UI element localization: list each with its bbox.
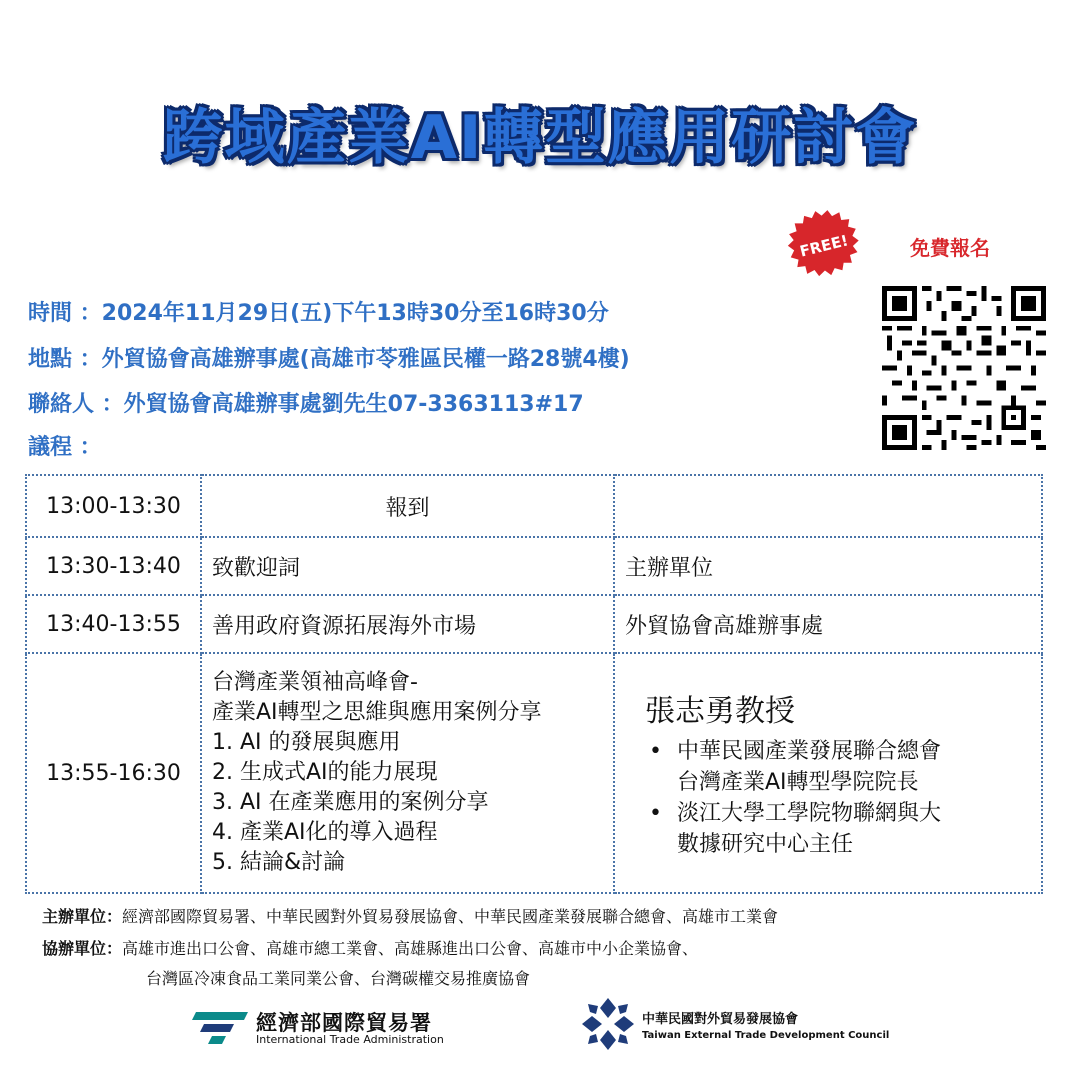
contact-label: 聯絡人 ： xyxy=(28,392,124,417)
co-organizers-line2: 台灣區冷凍食品工業同業公會、台灣碳權交易推廣協會 xyxy=(146,969,531,988)
row-topic: 報到 xyxy=(201,475,614,537)
host-value: 經濟部國際貿易署、中華民國對外貿易發展協會、中華民國產業發展聯合總會、高雄市工業會 xyxy=(122,907,779,926)
taitra-logo-en: Taiwan External Trade Development Council xyxy=(642,1030,890,1041)
ita-logo-zh: 經濟部國際貿易署 xyxy=(256,1011,432,1035)
table-row xyxy=(26,595,1042,653)
event-place xyxy=(28,342,630,373)
row-speaker: 外貿協會高雄辦事處 xyxy=(614,595,1042,653)
row-time: 13:00-13:30 xyxy=(26,475,201,537)
taitra-logo-icon xyxy=(582,998,634,1050)
place-value: 外貿協會高雄辦事處(高雄市苓雅區民權一路28號4樓) xyxy=(101,347,630,372)
speaker-titles xyxy=(625,736,1031,860)
session-topic-line: 2. 生成式AI的能力展現 xyxy=(212,760,438,785)
table-row xyxy=(26,653,1042,893)
row-time: 13:40-13:55 xyxy=(26,595,201,653)
speaker-title-item: • 淡江大學工學院物聯網與大 數據研究中心主任 xyxy=(625,798,1031,860)
row-topic xyxy=(201,653,614,893)
session-topic-line: 5. 結論&討論 xyxy=(212,850,346,875)
row-time: 13:55-16:30 xyxy=(26,653,201,893)
place-label: 地點 ： xyxy=(28,347,102,372)
contact-value: 外貿協會高雄辦事處劉先生07-3363113#17 xyxy=(123,392,584,417)
session-topic-line: 3. AI 在產業應用的案例分享 xyxy=(212,790,489,815)
time-label: 時間 ： xyxy=(28,301,102,326)
session-topic-line: 台灣產業領袖高峰會- xyxy=(212,670,418,695)
taitra-logo-zh: 中華民國對外貿易發展協會 xyxy=(642,1012,799,1027)
free-signup-label: 免費報名 xyxy=(910,236,990,260)
event-contact xyxy=(28,387,584,418)
speaker-name: 張志勇教授 xyxy=(645,694,795,729)
row-speaker: 主辦單位 xyxy=(614,537,1042,595)
agenda-heading: 議程 ： xyxy=(28,435,102,460)
row-topic: 善用政府資源拓展海外市場 xyxy=(201,595,614,653)
session-topic-line: 4. 產業AI化的導入過程 xyxy=(212,820,438,845)
ita-logo-en: International Trade Administration xyxy=(256,1033,444,1046)
co-organizers xyxy=(42,936,698,959)
agenda-table xyxy=(25,474,1043,894)
host-label: 主辦單位： xyxy=(42,907,123,926)
row-speaker xyxy=(614,475,1042,537)
co-value-line1: 高雄市進出口公會、高雄市總工業會、高雄縣進出口公會、高雄市中小企業協會、 xyxy=(122,939,699,958)
co-label: 協辦單位： xyxy=(42,939,123,958)
host-organizers xyxy=(42,904,778,927)
free-badge-icon xyxy=(786,208,862,284)
speaker-title-item: • 中華民國產業發展聯合總會 台灣產業AI轉型學院院長 xyxy=(625,736,1031,798)
session-topic-line: 產業AI轉型之思維與應用案例分享 xyxy=(212,700,542,725)
time-value: 2024年11月29日(五)下午13時30分至16時30分 xyxy=(101,301,609,326)
table-row xyxy=(26,475,1042,537)
table-row xyxy=(26,537,1042,595)
session-topic-list xyxy=(212,668,603,878)
event-title: 跨域產業AI轉型應用研討會 xyxy=(162,103,918,173)
row-speaker xyxy=(614,653,1042,893)
ita-logo-icon xyxy=(190,1010,248,1044)
qr-code-icon[interactable] xyxy=(882,286,1046,450)
row-time: 13:30-13:40 xyxy=(26,537,201,595)
session-topic-line: 1. AI 的發展與應用 xyxy=(212,730,401,755)
free-badge-text: FREE! xyxy=(797,231,851,261)
row-topic: 致歡迎詞 xyxy=(201,537,614,595)
event-time xyxy=(28,296,609,327)
